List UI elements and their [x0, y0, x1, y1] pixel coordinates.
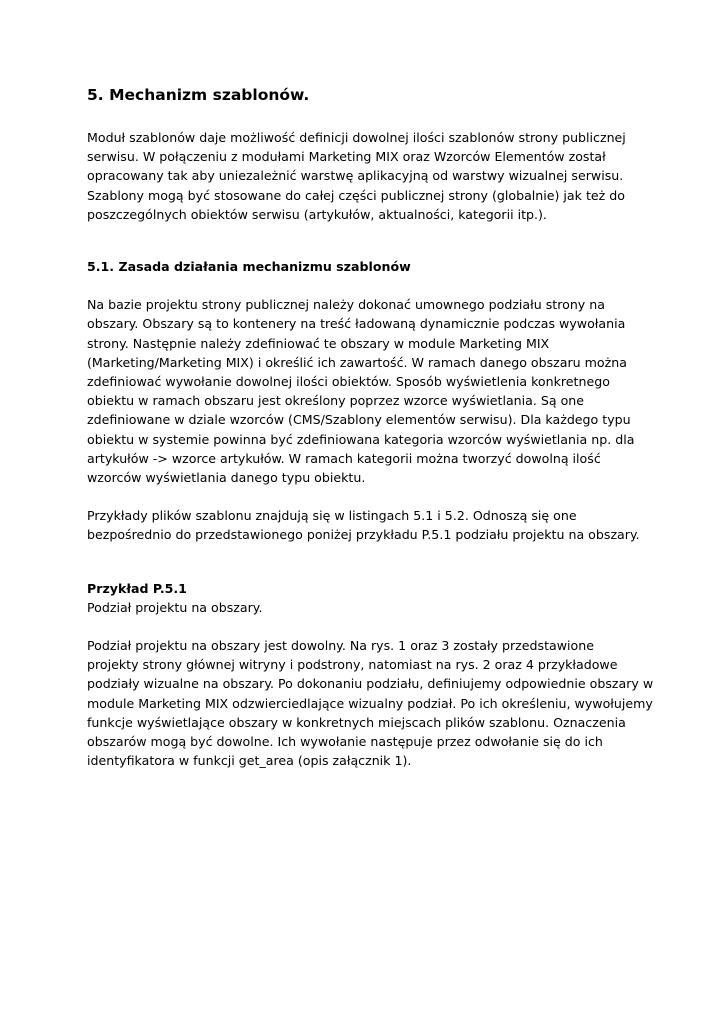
paragraph-line: strony. Następnie należy zdefiniować te obszary w module Marketing MIX	[87, 335, 550, 351]
intro-line: poszczególnych obiektów serwisu (artykułów, aktualności, kategorii itp.).	[87, 206, 547, 222]
paragraph-line: module Marketing MIX odzwierciedlające wizualny podział. Po ich określeniu, wywołujemy	[87, 695, 653, 711]
paragraph-line: Przykłady plików szablonu znajdują się w listingach 5.1 i 5.2. Odnoszą się one	[87, 508, 577, 524]
intro-line: Szablony mogą być stosowane do całej części publicznej strony (globalnie) jak też do	[87, 187, 625, 203]
paragraph-line: obszary. Obszary są to kontenery na treść ładowaną dynamicznie podczas wywołania	[87, 316, 626, 332]
intro-line: serwisu. W połączeniu z modułami Marketing MIX oraz Wzorców Elementów został	[87, 149, 606, 165]
document-page	[87, 82, 654, 770]
paragraph-line: obiektu w ramach obszaru jest określony poprzez wzorce wyświetlania. Są one	[87, 393, 585, 409]
paragraph-line: bezpośrednio do przedstawionego poniżej przykładu P.5.1 podziału projektu na obszary.	[87, 527, 640, 543]
paragraph-line: podziały wizualne na obszary. Po dokonaniu podziału, definiujemy odpowiednie obszary w	[87, 676, 654, 692]
paragraph-line: zdefiniować wywołanie dowolnej ilości obiektów. Sposób wyświetlenia konkretnego	[87, 374, 610, 390]
paragraph-line: zdefiniowane w dziale wzorców (CMS/Szablony elementów serwisu). Dla każdego typu	[87, 412, 631, 428]
example-subtitle: Podział projektu na obszary.	[87, 599, 263, 615]
paragraph-line: Na bazie projektu strony publicznej należy dokonać umownego podziału strony na	[87, 297, 605, 313]
example-title: Przykład P.5.1	[87, 580, 187, 596]
subsection-paragraph-2	[87, 506, 647, 544]
paragraph-line: obiektu w systemie powinna być zdefiniowana kategoria wzorców wyświetlania np. dla	[87, 431, 635, 447]
paragraph-line: Podział projektu na obszary jest dowolny. Na rys. 1 oraz 3 zostały przedstawione	[87, 638, 594, 654]
paragraph-line: wzorców wyświetlania danego typu obiektu.	[87, 470, 366, 486]
subsection-title: 5.1. Zasada działania mechanizmu szablonów	[87, 259, 411, 275]
example-paragraph	[87, 636, 654, 770]
intro-line: opracowany tak aby uniezależnić warstwę aplikacyjną od warstwy wizualnej serwisu.	[87, 168, 624, 184]
paragraph-line: (Marketing/Marketing MIX) i określić ich zawartość. W ramach danego obszaru można	[87, 354, 627, 370]
paragraph-line: projekty strony głównej witryny i podstrony, natomiast na rys. 2 oraz 4 przykładowe	[87, 657, 618, 673]
intro-line: Moduł szablonów daje możliwość definicji dowolnej ilości szablonów strony publicznej	[87, 130, 626, 145]
paragraph-line: identyfikatora w funkcji get_area (opis załącznik 1).	[87, 753, 412, 769]
paragraph-line: obszarów mogą być dowolne. Ich wywołanie następuje przez odwołanie się do ich	[87, 734, 603, 750]
paragraph-line: funkcje wyświetlające obszary w konkretnych miejscach plików szablonu. Oznaczenia	[87, 714, 626, 730]
paragraph-line: artykułów -> wzorce artykułów. W ramach kategorii można tworzyć dowolną ilość	[87, 450, 601, 466]
section-title: 5. Mechanizm szablonów.	[87, 86, 310, 104]
intro-paragraph	[87, 128, 647, 224]
subsection-paragraph-1	[87, 295, 647, 487]
